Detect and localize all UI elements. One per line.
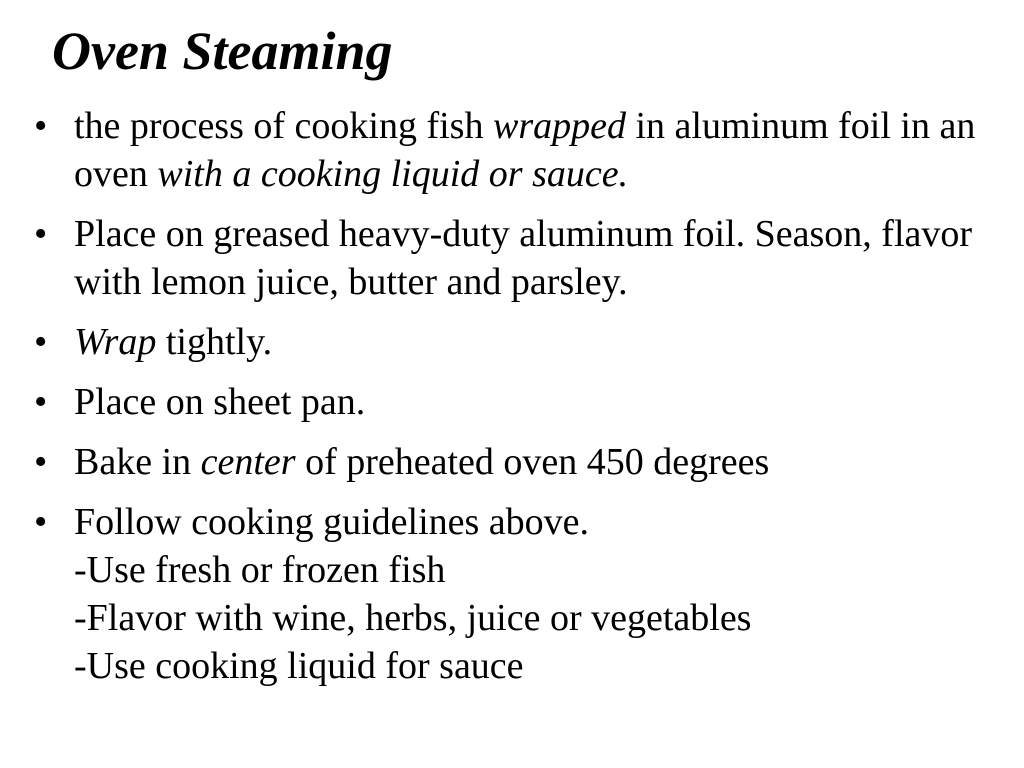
guideline-line: Follow cooking guidelines above. [74,501,590,543]
emphasis-text: center [200,441,296,483]
bullet-marker: • [34,381,48,423]
text-run: in aluminum foil in an oven [74,105,976,195]
text-run: of preheated oven 450 degrees [295,441,770,483]
guideline-line: -Use fresh or frozen fish [74,549,446,591]
bullet-marker: • [34,441,48,483]
text-run: the process of cooking fish [74,105,493,147]
bullet-text [74,105,975,195]
bullet-item-bake [34,438,994,486]
bullet-marker: • [34,213,48,255]
bullet-text [74,441,769,483]
bullet-item-wrap [34,318,994,366]
bullet-item-process-definition [34,102,994,198]
emphasis-text: wrapped [492,105,626,147]
text-run: Bake in [74,441,201,483]
bullet-list [34,102,994,702]
emphasis-text: with a cooking liquid or sauce. [157,153,629,195]
guideline-line: -Flavor with wine, herbs, juice or vegetables [74,597,752,639]
bullet-item-sheet-pan [34,378,994,426]
bullet-text [74,321,272,363]
emphasis-text: Wrap [74,321,157,363]
guideline-line: -Use cooking liquid for sauce [74,645,524,687]
bullet-marker: • [34,105,48,147]
bullet-item-guidelines [34,498,994,690]
bullet-item-place-on-foil [34,210,994,306]
text-run: tightly. [156,321,273,363]
bullet-text: Place on sheet pan. [74,381,366,423]
bullet-marker: • [34,501,48,543]
bullet-marker: • [34,321,48,363]
slide-title: Oven Steaming [52,21,393,81]
bullet-text: Place on greased heavy-duty aluminum foil. Season, flavor with lemon juice, butter and parsley. [74,213,973,303]
